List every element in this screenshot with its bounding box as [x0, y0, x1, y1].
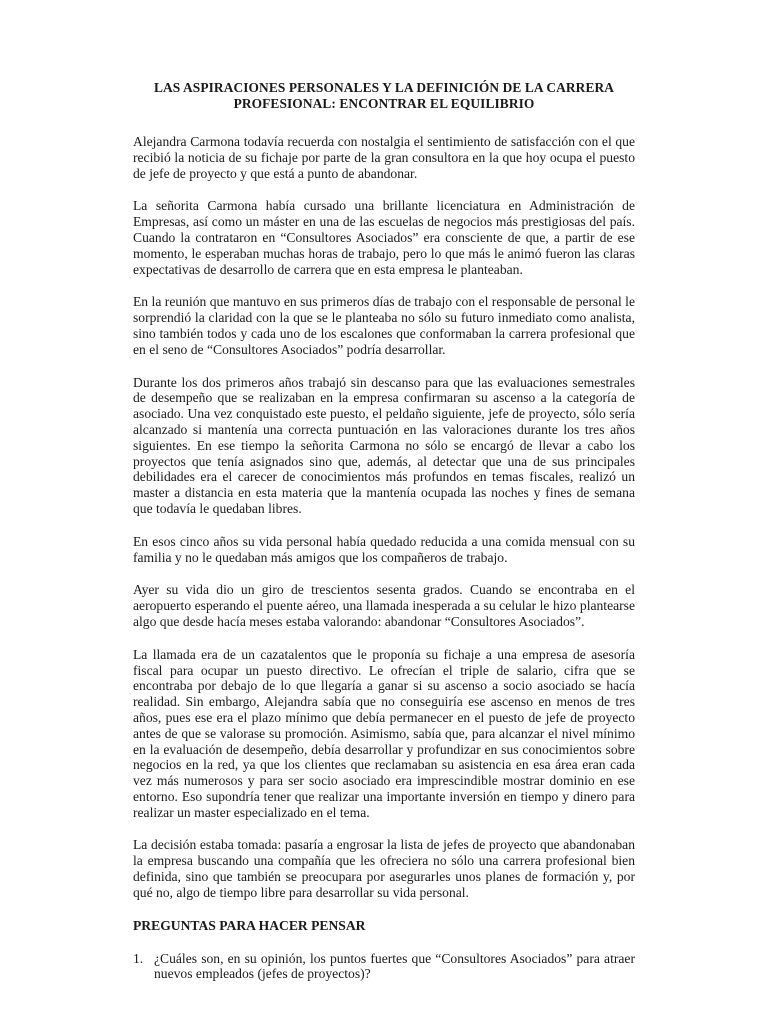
- question-number: 1.: [133, 950, 144, 966]
- question-item: [133, 951, 635, 983]
- paragraph-headhunter-call: La llamada era de un cazatalentos que le proponía su fichaje a una empresa de asesoría fiscal para ocupar un puesto directivo. Le ofrecían el triple de salario, cifra que se encontraba por debajo de lo que llegaría a ganar si su ascenso a socio asociado se hacía realidad. Sin embargo, Alejandra sabía que no conseguiría ese ascenso en menos de tres años, pues ese era el plazo mínimo que debía permanecer en el puesto de jefe de proyecto antes de que se valorase su promoción. Asimismo, sabía que, para alcanzar el nivel mínimo en la evaluación de desempeño, debía desarrollar y profundizar en sus conocimientos sobre negocios en la red, ya que los clientes que reclamaban su asistencia en esa área eran cada vez más numerosos y para ser socio asociado era imprescindible mostrar dominio en ese entorno. Eso supondría tener que realizar una importante inversión en tiempo y dinero para realizar un master especializado en el tema.: [133, 646, 635, 820]
- questions-heading: PREGUNTAS PARA HACER PENSAR: [133, 917, 366, 933]
- paragraph-decision: La decisión estaba tomada: pasaría a engrosar la lista de jefes de proyecto que abandonaban la empresa buscando una compañía que les ofreciera no sólo una carrera profesional bien definida, sino que también se preocupara por asegurarles unos planes de formación y, por qué no, algo de tiempo libre para desarrollar su vida personal.: [133, 837, 635, 900]
- paragraph-education: La señorita Carmona había cursado una brillante licenciatura en Administración de Empresas, así como un máster en una de las escuelas de negocios más prestigiosas del país. Cuando la contrataron en “Consultores Asociados” era consciente de que, a partir de ese momento, le esperaban muchas horas de trabajo, pero lo que más le animó fueron las claras expectativas de desarrollo de carrera que en esta empresa le planteaban.: [133, 198, 635, 277]
- title-line-1: LAS ASPIRACIONES PERSONALES Y LA DEFINICIÓN DE LA CARRERA: [153, 80, 615, 95]
- paragraph-turning-point: Ayer su vida dio un giro de trescientos sesenta grados. Cuando se encontraba en el aeropuerto esperando el puente aéreo, una llamada inesperada a su celular le hizo plantearse algo que desde hacía meses estaba valorando: abandonar “Consultores Asociados”.: [133, 582, 635, 629]
- paragraph-intro: Alejandra Carmona todavía recuerda con nostalgia el sentimiento de satisfacción con el que recibió la noticia de su fichaje por parte de la gran consultora en la que hoy ocupa el puesto de jefe de proyecto y que está a punto de abandonar.: [133, 134, 635, 181]
- questions-list: [133, 951, 635, 983]
- document-title: [133, 80, 635, 112]
- title-line-2: PROFESIONAL: ENCONTRAR EL EQUILIBRIO: [233, 96, 535, 111]
- paragraph-first-meeting: En la reunión que mantuvo en sus primeros días de trabajo con el responsable de personal le sorprendió la claridad con la que se le planteaba no sólo su futuro inmediato como analista, sino también todos y cada uno de los escalones que conformaban la carrera profesional que en el seno de “Consultores Asociados” podría desarrollar.: [133, 294, 635, 357]
- document-page: [133, 80, 635, 982]
- paragraph-personal-life: En esos cinco años su vida personal había quedado reducida a una comida mensual con su familia y no le quedaban más amigos que los compañeros de trabajo.: [133, 533, 635, 565]
- paragraph-career-progress: Durante los dos primeros años trabajó sin descanso para que las evaluaciones semestrales de desempeño que se realizaban en la empresa confirmaran su ascenso a la categoría de asociado. Una vez conquistado este puesto, el peldaño siguiente, jefe de proyecto, sólo sería alcanzado si mantenía una correcta puntuación en las valoraciones durante los tres años siguientes. En ese tiempo la señorita Carmona no sólo se encargó de llevar a cabo los proyectos que tenía asignados sino que, además, al detectar que una de sus principales debilidades era el carecer de conocimientos más profundos en temas fiscales, realizó un master a distancia en esta materia que la mantenía ocupada las noches y fines de semana que todavía le quedaban libres.: [133, 374, 635, 516]
- question-text: ¿Cuáles son, en su opinión, los puntos fuertes que “Consultores Asociados” para atraer nuevos empleados (jefes de proyectos)?: [154, 950, 635, 982]
